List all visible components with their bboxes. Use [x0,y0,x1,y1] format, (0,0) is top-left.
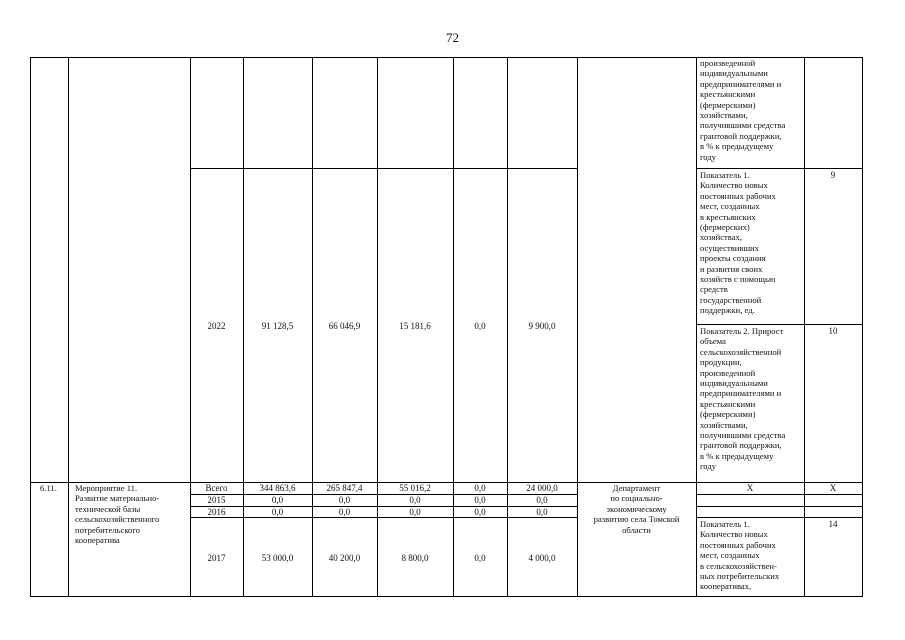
text-line: технической базы [75,503,141,514]
total-cell: 91 128,5 [261,321,294,331]
text-line: Показатель 2. Прирост [700,326,784,336]
text-line: предпринимателями и [700,78,782,89]
text-line: экономическому [606,503,667,514]
text-line: хозяйств с помощью [700,274,776,285]
text-line: Количество новых [700,180,768,191]
text-line: получившими средства [700,430,786,441]
text-line: в сельскохозяйствен- [700,560,777,571]
other-cell: 24 000,0 [526,483,558,493]
local-cell: 0,0 [474,495,486,505]
total-cell: 0,0 [271,507,284,517]
text-line: Развитие материально- [75,493,160,504]
text-line: средств [700,284,728,295]
local-cell: 0,0 [474,321,486,331]
year-cell: 2022 [207,321,226,331]
text-line: Мероприятие 11. [75,483,138,493]
text-line: Количество новых [700,529,768,540]
text-line: мест, созданных [700,550,760,561]
local-cell: 0,0 [474,483,486,493]
text-line: государственной [700,294,762,305]
indicator-1-text [700,170,776,316]
text-line: проекты создания [700,253,766,264]
federal-cell: 265 847,4 [326,483,363,493]
text-line: продукции, [700,357,742,368]
federal-cell: 40 200,0 [328,553,361,563]
text-line: Показатель 1. [700,519,750,529]
federal-cell: 0,0 [338,507,351,517]
year-cell: 2016 [207,507,226,517]
indicator-2-text [700,326,785,472]
regional-cell: 8 800,0 [401,553,429,563]
text-line: сельскохозяйственного [75,514,160,525]
text-line: ных потребительских [700,571,780,582]
local-cell: 0,0 [474,507,486,517]
text-line: поддержки, ед. [700,305,755,316]
federal-cell: 66 046,9 [328,321,361,331]
other-cell: 0,0 [536,495,548,505]
text-line: крестьянскими [700,89,756,100]
text-line: потребительского [75,524,140,535]
text-line: году [700,461,717,472]
text-line: хозяйствами, [700,110,748,121]
year-cell: Всего [205,483,228,493]
text-line: по социально- [610,493,663,504]
text-line: в крестьянских [700,211,756,222]
text-line: крестьянскими [700,398,756,409]
text-line: сельскохозяйственной [700,346,782,357]
other-cell: 0,0 [536,507,548,517]
measure-name [75,483,159,545]
text-line: мест, созданных [700,201,760,212]
federal-cell: 0,0 [338,495,351,505]
executor [577,483,696,535]
measure-number: 6.11. [40,483,57,493]
text-line: произведенной [700,58,756,68]
text-line: произведенной [700,367,756,378]
text-line: (фермерских) [700,222,750,233]
indicator-2-value: 10 [828,326,838,336]
value-x: Х [829,483,837,493]
text-line: Показатель 1. [700,170,750,180]
indicator-text [700,519,779,592]
text-line: индивидуальными [700,378,768,389]
text-line: году [700,151,717,162]
regional-cell: 15 181,6 [399,321,431,331]
text-line: получившими средства [700,120,786,131]
text-line: осуществивших [700,242,759,253]
text-line: объема [700,336,726,347]
regional-cell: 0,0 [409,507,421,517]
text-line: области [622,524,651,535]
text-line: грантовой поддержки, [700,130,782,141]
regional-cell: 0,0 [409,495,421,505]
year-cell: 2015 [207,495,226,505]
indicator-continuation [700,58,785,162]
text-line: предпринимателями и [700,388,782,399]
text-line: кооператива [75,535,120,546]
text-line: грантовой поддержки, [700,440,782,451]
text-line: в % к предыдущему [700,450,774,461]
page-number: 72 [446,30,459,45]
indicator-value: 14 [828,519,838,529]
text-line: (фермерскими) [700,99,756,110]
text-line: развитию села Томской [593,514,680,525]
other-cell: 9 900,0 [528,321,556,331]
text-line: хозяйствами, [700,419,748,430]
total-cell: 344 863,6 [259,483,296,493]
text-line: постоянных рабочих [700,539,776,550]
other-cell: 4 000,0 [528,553,556,563]
total-cell: 0,0 [271,495,284,505]
text-line: индивидуальными [700,68,768,79]
local-cell: 0,0 [474,553,486,563]
text-line: Департамент [612,483,661,493]
indicator-1-value: 9 [830,170,836,180]
regional-cell: 55 016,2 [399,483,431,493]
indicator-x: Х [746,483,754,493]
year-cell: 2017 [207,553,226,563]
text-line: хозяйствах, [700,232,742,243]
total-cell: 53 000,0 [261,553,294,563]
text-line: и развития своих [700,263,763,274]
text-line: (фермерскими) [700,409,756,420]
text-line: в % к предыдущему [700,141,774,152]
text-line: постоянных рабочих [700,190,776,201]
text-line: кооперативах, [700,581,752,592]
